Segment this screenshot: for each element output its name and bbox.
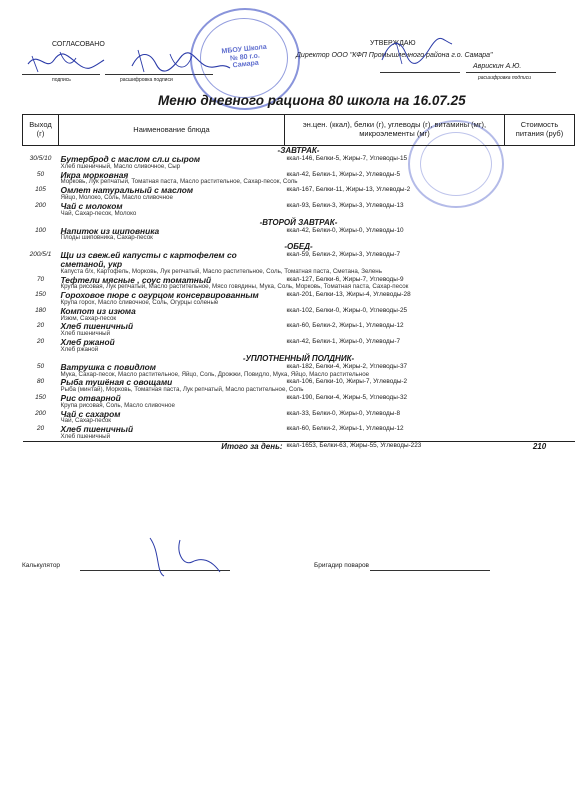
dish-output: 20 [36, 338, 45, 346]
dish-name: Рис отварной [60, 392, 121, 403]
dish-cost [505, 227, 575, 236]
calculator-label: Калькулятор [22, 562, 61, 569]
dish-ingredients: Капуста б/х, Картофель, Морковь, Лук репчатый, Масло растительное, Соль, Томатная паста, Сметана, Зелень [60, 267, 382, 275]
dish-cost [505, 186, 575, 195]
director-handwritten-signature [376, 30, 456, 70]
ingredients-spacer [23, 418, 59, 425]
ingredients-spacer [23, 235, 59, 242]
dish-ingredients: Морковь, Лук репчатый, Томатная паста, Масло растительное, Сахар-песок, Соль [60, 178, 298, 186]
dish-cost [505, 291, 575, 300]
dish-nutrition: ккал-146, Белки-5, Жиры-7, Углеводы-15 [286, 155, 408, 162]
total-row [23, 441, 575, 451]
approved-label: УТВЕРЖДАЮ [370, 40, 416, 47]
dish-cost [505, 307, 575, 316]
calculator-handwritten-signature [120, 532, 230, 580]
dish-cost [505, 276, 575, 285]
dish-cost [505, 425, 575, 434]
section-title: -УПЛОТНЕННЫЙ ПОЛДНИК- [242, 353, 355, 363]
chef-signature-line [370, 570, 490, 571]
dish-name: Бутерброд с маслом сл.и сыром [60, 154, 201, 164]
dish-name: Компот из изюма [60, 305, 136, 316]
dish-row [23, 338, 575, 347]
dish-name: Рыба тушёная с овощами [60, 377, 173, 388]
total-cost: 210 [505, 441, 575, 451]
dish-output: 200 [35, 409, 46, 417]
director-sub-label: расшифровка подписи [478, 75, 531, 81]
dish-output: 150 [35, 393, 46, 401]
dish-ingredients: Крупа рисовая, Соль, Масло сливочное [60, 401, 175, 409]
dish-name: Гороховое пюре с огурцом консервированным [60, 290, 259, 301]
dish-output: 100 [35, 226, 46, 234]
header-cost: Стоимость питания (руб) [505, 115, 575, 146]
ingredients-spacer [23, 316, 59, 323]
director-name-line [466, 72, 556, 73]
dish-nutrition: ккал-42, Белки-1, Жиры-2, Углеводы-5 [286, 170, 401, 178]
dish-name: Икра морковная [60, 169, 129, 180]
dish-cost [505, 378, 575, 387]
dish-name: Хлеб пшеничный [60, 321, 134, 332]
dish-ingredients: Рыба (минтай), Морковь, Томатная паста, Лук репчатый, Масло растительное, Соль [60, 386, 304, 394]
dish-ingredients: Яйцо, Молоко, Соль, Масло сливочное [60, 194, 173, 202]
ingredients-spacer [23, 372, 59, 379]
dish-nutrition: ккал-190, Белки-4, Жиры-5, Углеводы-32 [286, 393, 408, 401]
dish-row [23, 251, 575, 269]
total-nutrition: ккал-1653, Белки-63, Жиры-55, Углеводы-223 [285, 441, 505, 451]
dish-ingredients: Крупа горох, Масло сливочное, Соль, Огурцы соленые [60, 299, 219, 306]
dish-name: Щи из свеж.ей капусты с картофелем со сметаной, укр [60, 250, 237, 269]
dish-name: Ватрушка с повидлом [60, 361, 156, 372]
dish-nutrition: ккал-127, Белки-6, Жиры-7, Углеводы-9 [286, 275, 404, 283]
ingredients-row [23, 211, 575, 218]
dish-name: Хлеб ржаной [60, 337, 115, 348]
dish-output: 50 [36, 362, 45, 370]
dish-nutrition: ккал-167, Белки-11, Жиры-13, Углеводы-2 [286, 186, 411, 194]
dish-nutrition: ккал-42, Белки-0, Жиры-0, Углеводы-10 [286, 226, 404, 234]
ingredients-row [23, 235, 575, 242]
ingredients-spacer [23, 300, 59, 307]
dish-cost [505, 322, 575, 331]
agreed-label: СОГЛАСОВАНО [52, 41, 105, 48]
menu-table [22, 114, 575, 451]
dish-nutrition: ккал-102, Белки-0, Жиры-0, Углеводы-25 [286, 306, 408, 314]
dish-cost [505, 251, 575, 269]
dish-output: 180 [35, 306, 46, 314]
dish-ingredients: Хлеб ржаной [60, 345, 99, 353]
total-spacer [23, 441, 59, 451]
dish-output: 80 [36, 378, 45, 386]
chef-label: Бригадир поваров [314, 562, 370, 569]
dish-nutrition: ккал-33, Белки-0, Жиры-0, Углеводы-8 [286, 409, 401, 417]
ingredients-spacer [23, 269, 59, 276]
dish-output: 30/5/10 [29, 155, 52, 162]
ingredients-spacer [23, 284, 59, 291]
page-title: Меню дневного рациона 80 школа на 16.07.25 [158, 93, 466, 108]
ingredients-spacer [23, 434, 59, 441]
dish-cost [505, 202, 575, 211]
dish-nutrition: ккал-42, Белки-1, Жиры-0, Углеводы-7 [286, 338, 401, 346]
dish-name: Омлет натуральный с маслом [60, 185, 194, 196]
dish-cost [505, 338, 575, 347]
agreed-sub-label-signature: подпись [52, 77, 71, 83]
section-title: -ВТОРОЙ ЗАВТРАК- [259, 217, 338, 227]
director-name: Аврискин А.Ю. [473, 63, 522, 70]
dish-name: Чай с молоком [60, 200, 123, 211]
ingredients-row [23, 434, 575, 441]
dish-name: Хлеб пшеничный [60, 424, 134, 435]
dish-nutrition: ккал-201, Белки-13, Жиры-4, Углеводы-28 [286, 291, 411, 299]
header-name: Наименование блюда [59, 115, 285, 146]
director-signature-line [380, 72, 460, 73]
menu-table-body [23, 146, 575, 451]
dish-nutrition: ккал-93, Белки-3, Жиры-3, Углеводы-13 [286, 201, 404, 209]
section-title: -ОБЕД- [284, 242, 313, 252]
agreed-sub-label-name: расшифровка подписи [120, 77, 173, 83]
dish-output: 150 [35, 291, 46, 299]
dish-cost [505, 410, 575, 419]
school-seal-text: МБОУ Школа № 80 г.о. Самара [221, 43, 268, 70]
section-title: -ЗАВТРАК- [277, 146, 320, 155]
ingredients-row [23, 347, 575, 354]
dish-output: 70 [36, 275, 45, 283]
dish-output: 20 [36, 425, 45, 433]
total-label: Итого за день: [59, 441, 285, 451]
dish-ingredients: Чай, Сахар-песок, Молоко [60, 209, 137, 217]
ingredients-spacer [23, 164, 59, 171]
dish-name: Напиток из шиповника [60, 225, 160, 236]
dish-ingredients: Плоды шиповника, Сахар-песок [60, 234, 153, 242]
dish-output: 50 [36, 170, 45, 178]
dish-output: 20 [36, 322, 45, 330]
dish-ingredients: Чай, Сахар-песок [60, 417, 112, 425]
ingredients-spacer [23, 387, 59, 394]
dish-ingredients: Хлеб пшеничный [60, 330, 111, 338]
ingredients-spacer [23, 403, 59, 410]
ingredients-spacer [23, 195, 59, 202]
director-text: Директор ООО "КФП Промышленного района г.о. Самара" [296, 52, 493, 59]
dish-name: Чай с сахаром [60, 408, 121, 419]
dish-ingredients: Изюм, Сахар-песок [60, 314, 117, 322]
ingredients-spacer [23, 331, 59, 338]
dish-name: Тефтели мясные , соус томатный [60, 274, 212, 285]
dish-nutrition: ккал-59, Белки-2, Жиры-3, Углеводы-7 [286, 251, 401, 259]
dish-ingredients: Хлеб пшеничный [60, 433, 111, 440]
dish-ingredients: Хлеб пшеничный, Масло сливочное, Сыр [60, 162, 181, 170]
ingredients-spacer [23, 179, 59, 186]
dish-nutrition: ккал-60, Белки-2, Жиры-1, Углеводы-12 [286, 322, 404, 330]
header-output: Выход (г) [23, 115, 59, 146]
dish-nutrition: ккал-182, Белки-4, Жиры-2, Углеводы-37 [286, 362, 408, 370]
dish-output: 200 [35, 201, 46, 209]
dish-cost [505, 171, 575, 180]
dish-cost [505, 155, 575, 164]
dish-ingredients: Крупа рисовая, Лук репчатый, Масло растительное, Мясо говядины, Мука, Соль, Морковь, Томатная паста, Сахар-песок [60, 283, 409, 291]
dish-nutrition: ккал-60, Белки-2, Жиры-1, Углеводы-12 [286, 425, 404, 433]
ingredients-spacer [23, 211, 59, 218]
dish-nutrition: ккал-106, Белки-10, Жиры-7, Углеводы-2 [286, 378, 408, 386]
header-nutrition: эн.цен. (ккал), белки (г), углеводы (г), витамины (мг), микроэлементы (мг) [285, 115, 505, 146]
dish-output: 105 [35, 186, 46, 194]
dish-output: 200/5/1 [29, 251, 52, 259]
dish-cost [505, 363, 575, 372]
dish-ingredients: Мука, Сахар-песок, Масло растительное, Яйцо, Соль, Дрожжи, Повидло, Мука, Яйцо, Масло растительное [60, 370, 370, 378]
dish-cost [505, 394, 575, 403]
ingredients-spacer [23, 347, 59, 354]
